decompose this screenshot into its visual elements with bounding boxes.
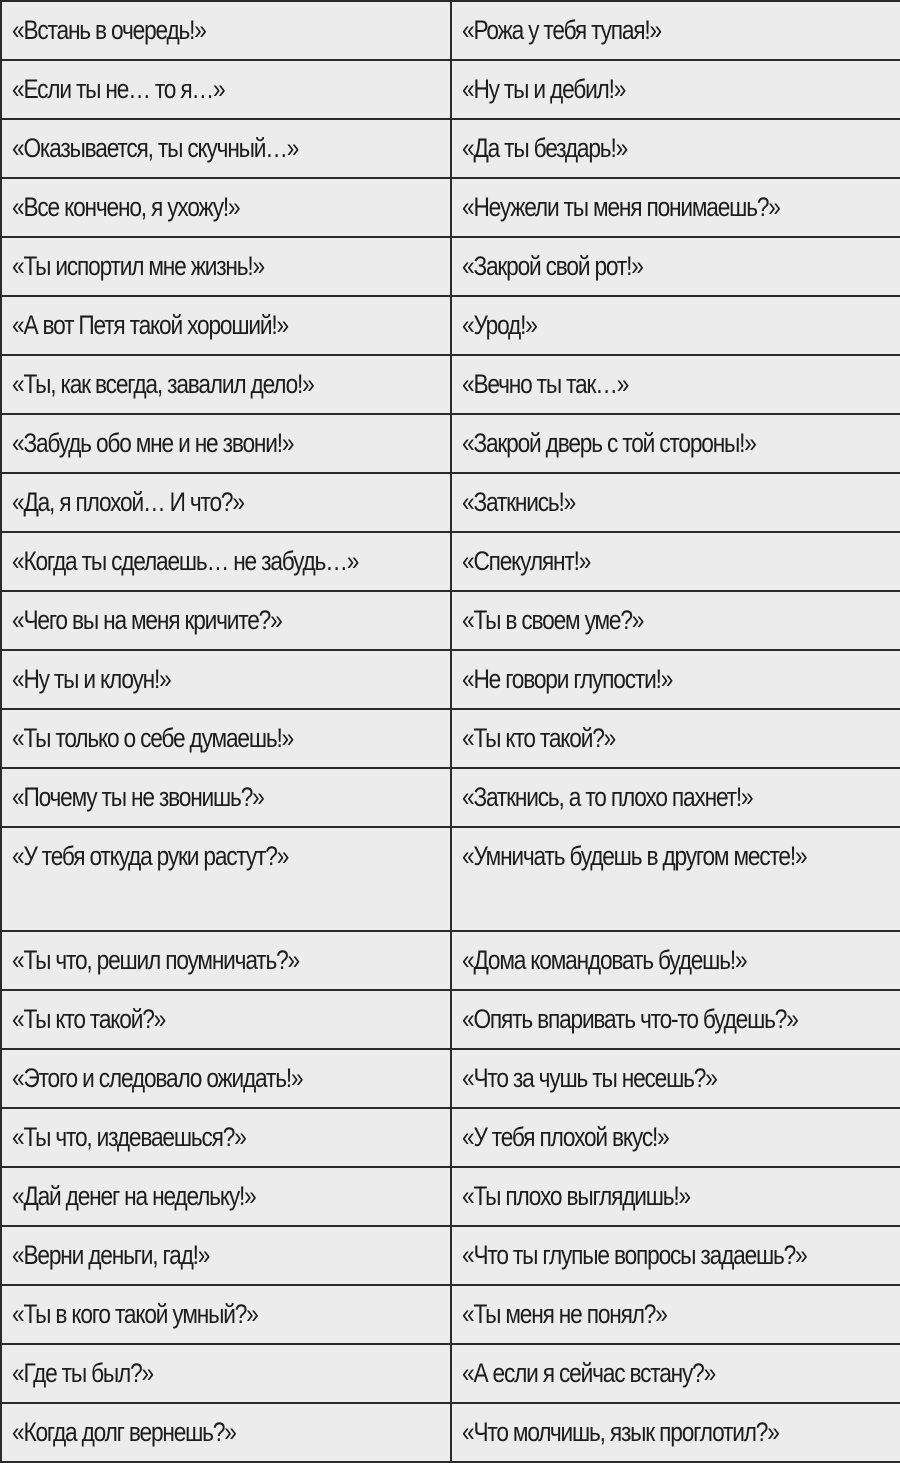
table-cell-right	[451, 1049, 900, 1108]
table-row	[1, 178, 900, 237]
phrase-text: «Почему ты не звонишь?»	[12, 782, 264, 812]
phrase-text: «Закрой свой рот!»	[462, 251, 643, 281]
phrase-text: «Ты меня не понял?»	[462, 1299, 667, 1329]
table-cell-right	[451, 931, 900, 990]
table-cell-left	[1, 591, 451, 650]
phrase-text: «Да ты бездарь!»	[462, 133, 628, 163]
table-cell-right	[451, 178, 900, 237]
table-row	[1, 650, 900, 709]
table-cell-right	[451, 709, 900, 768]
phrase-text: «Ты испортил мне жизнь!»	[12, 251, 264, 281]
phrase-text: «Неужели ты меня понимаешь?»	[462, 192, 780, 222]
table-cell-left	[1, 1403, 451, 1462]
table-cell-right	[451, 1, 900, 60]
table-row	[1, 1167, 900, 1226]
table-row	[1, 1403, 900, 1462]
table-cell-right	[451, 414, 900, 473]
phrase-text: «Чего вы на меня кричите?»	[12, 605, 282, 635]
table-cell-left	[1, 1049, 451, 1108]
table-cell-left	[1, 178, 451, 237]
table-cell-right	[451, 990, 900, 1049]
table-cell-left	[1, 473, 451, 532]
phrase-text: «Что ты глупые вопросы задаешь?»	[462, 1240, 807, 1270]
table-cell-left	[1, 1, 451, 60]
table-cell-right	[451, 1167, 900, 1226]
table-cell-right	[451, 60, 900, 119]
phrase-text: «Когда ты сделаешь… не забудь…»	[12, 546, 359, 576]
phrase-text: «Оказывается, ты скучный…»	[12, 133, 299, 163]
table-cell-left	[1, 60, 451, 119]
table-cell-left	[1, 1285, 451, 1344]
table-cell-left	[1, 119, 451, 178]
phrase-text: «Заткнись!»	[462, 487, 576, 517]
table-row	[1, 1344, 900, 1403]
phrase-text: «Встань в очередь!»	[12, 15, 206, 45]
phrase-text: «Вечно ты так…»	[462, 369, 629, 399]
table-row	[1, 1226, 900, 1285]
table-cell-right	[451, 1108, 900, 1167]
table-cell-right	[451, 532, 900, 591]
table-row	[1, 414, 900, 473]
phrase-text: «Ты, как всегда, завалил дело!»	[12, 369, 314, 399]
phrase-text: «Ты кто такой?»	[462, 723, 616, 753]
table-row	[1, 1285, 900, 1344]
phrase-text: «Ты что, издеваешься?»	[12, 1122, 246, 1152]
phrase-text: «Когда долг вернешь?»	[12, 1417, 236, 1447]
table-cell-left	[1, 990, 451, 1049]
table-cell-right	[451, 591, 900, 650]
phrase-text: «Ты плохо выглядишь!»	[462, 1181, 690, 1211]
table-cell-right	[451, 473, 900, 532]
table-cell-left	[1, 931, 451, 990]
phrase-text: «Да, я плохой… И что?»	[12, 487, 244, 517]
table-cell-left	[1, 1108, 451, 1167]
table-row	[1, 237, 900, 296]
table-cell-left	[1, 414, 451, 473]
table-row	[1, 768, 900, 827]
phrase-text: «Этого и следовало ожидать!»	[12, 1063, 303, 1093]
phrases-table-body	[1, 1, 900, 1462]
table-cell-right	[451, 1403, 900, 1462]
table-row	[1, 1049, 900, 1108]
phrase-text: «Умничать будешь в другом месте!»	[462, 841, 807, 871]
table-cell-left	[1, 768, 451, 827]
table-row	[1, 119, 900, 178]
table-row	[1, 931, 900, 990]
table-cell-left	[1, 237, 451, 296]
table-row	[1, 1, 900, 60]
phrase-text: «Забудь обо мне и не звони!»	[12, 428, 294, 458]
phrase-text: «Рожа у тебя тупая!»	[462, 15, 661, 45]
phrase-text: «Ты кто такой?»	[12, 1004, 166, 1034]
table-cell-right	[451, 1285, 900, 1344]
phrase-text: «Ты что, решил поумничать?»	[12, 945, 299, 975]
table-row	[1, 473, 900, 532]
table-row	[1, 60, 900, 119]
table-row	[1, 532, 900, 591]
table-cell-left	[1, 827, 451, 931]
phrase-text: «Урод!»	[462, 310, 537, 340]
table-cell-left	[1, 355, 451, 414]
phrase-text: «Спекулянт!»	[462, 546, 591, 576]
table-cell-right	[451, 827, 900, 931]
phrase-text: «Ну ты и клоун!»	[12, 664, 171, 694]
table-cell-left	[1, 650, 451, 709]
table-cell-right	[451, 650, 900, 709]
phrase-text: «Дома командовать будешь!»	[462, 945, 747, 975]
phrase-text: «А если я сейчас встану?»	[462, 1358, 716, 1388]
table-cell-left	[1, 709, 451, 768]
table-cell-right	[451, 1344, 900, 1403]
phrase-text: «Ну ты и дебил!»	[462, 74, 626, 104]
phrase-text: «Где ты был?»	[12, 1358, 153, 1388]
table-cell-right	[451, 355, 900, 414]
table-row	[1, 709, 900, 768]
phrase-text: «Закрой дверь с той стороны!»	[462, 428, 756, 458]
phrase-text: «Если ты не… то я…»	[12, 74, 225, 104]
table-cell-left	[1, 296, 451, 355]
phrase-text: «У тебя плохой вкус!»	[462, 1122, 669, 1152]
table-cell-right	[451, 1226, 900, 1285]
table-cell-right	[451, 119, 900, 178]
phrase-text: «Не говори глупости!»	[462, 664, 673, 694]
phrase-text: «Все кончено, я ухожу!»	[12, 192, 240, 222]
table-cell-right	[451, 296, 900, 355]
phrase-text: «Что за чушь ты несешь?»	[462, 1063, 717, 1093]
phrase-text: «Ты только о себе думаешь!»	[12, 723, 294, 753]
table-cell-right	[451, 768, 900, 827]
phrase-text: «Опять впаривать что-то будешь?»	[462, 1004, 798, 1034]
phrase-text: «Ты в своем уме?»	[462, 605, 644, 635]
phrase-text: «Верни деньги, гад!»	[12, 1240, 210, 1270]
table-row	[1, 990, 900, 1049]
phrase-text: «А вот Петя такой хороший!»	[12, 310, 288, 340]
phrase-text: «Дай денег на недельку!»	[12, 1181, 256, 1211]
table-row	[1, 296, 900, 355]
table-cell-right	[451, 237, 900, 296]
table-row	[1, 591, 900, 650]
table-cell-left	[1, 1226, 451, 1285]
table-cell-left	[1, 1167, 451, 1226]
table-row	[1, 1108, 900, 1167]
table-cell-left	[1, 532, 451, 591]
phrase-text: «Заткнись, а то плохо пахнет!»	[462, 782, 753, 812]
table-row	[1, 355, 900, 414]
table-cell-left	[1, 1344, 451, 1403]
table-row	[1, 827, 900, 931]
phrase-text: «Ты в кого такой умный?»	[12, 1299, 258, 1329]
phrase-text: «Что молчишь, язык проглотил?»	[462, 1417, 779, 1447]
phrase-text: «У тебя откуда руки растут?»	[12, 841, 289, 871]
